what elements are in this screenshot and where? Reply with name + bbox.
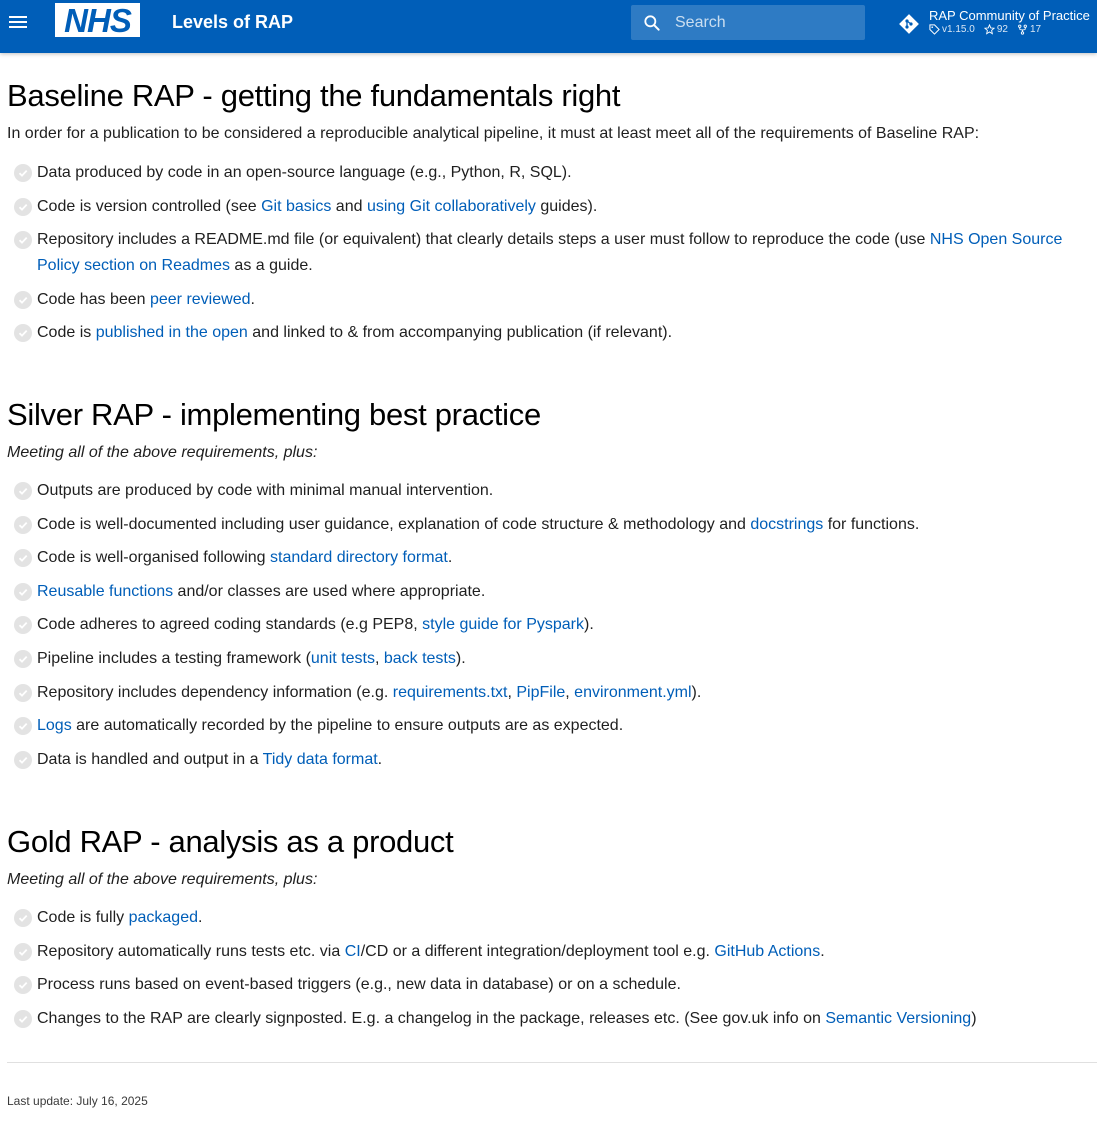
unit-tests-link[interactable]: unit tests (310, 649, 375, 667)
repo-stars (984, 24, 1008, 35)
check-icon (14, 516, 32, 534)
repo-link[interactable] (897, 8, 1095, 42)
git-icon (897, 12, 921, 36)
check-icon (14, 482, 32, 500)
check-icon (14, 583, 32, 601)
check-icon (14, 943, 32, 961)
baseline-list (7, 160, 1097, 346)
check-icon (14, 909, 32, 927)
packaged-link[interactable]: packaged (128, 909, 198, 926)
check-icon (14, 198, 32, 216)
baseline-section (7, 78, 1097, 354)
pipfile-link[interactable]: PipFile (516, 683, 566, 701)
footer-divider (7, 1062, 1097, 1063)
star-icon (984, 24, 995, 35)
list-item: Code is well-organised following standard directory format. (7, 545, 919, 571)
list-item: Code has been peer reviewed. (7, 287, 1097, 313)
git-basics-link[interactable]: Git basics (261, 197, 332, 215)
search-input[interactable] (675, 5, 860, 40)
check-icon (14, 751, 32, 769)
forks-count: 17 (1029, 24, 1042, 35)
list-item: Process runs based on event-based triggers (e.g., new data in database) or on a schedule. (7, 972, 977, 998)
list-item: Code adheres to agreed coding standards (e.g PEP8, style guide for Pyspark). (7, 612, 919, 638)
silver-subtitle: Meeting all of the above requirements, plus: (7, 444, 318, 461)
list-item: Reusable functions and/or classes are used where appropriate. (7, 579, 919, 605)
page-title: Levels of RAP (172, 12, 294, 32)
list-item: Logs are automatically recorded by the pipeline to ensure outputs are as expected. (7, 713, 919, 739)
tidy-data-link[interactable]: Tidy data format (262, 750, 378, 768)
pyspark-guide-link[interactable]: style guide for Pyspark (422, 616, 584, 634)
gold-section (7, 824, 977, 1039)
peer-reviewed-link[interactable]: peer reviewed (149, 290, 251, 308)
logs-link[interactable]: Logs (37, 717, 72, 735)
list-item: Data is handled and output in a Tidy data format. (7, 747, 919, 773)
using-git-link[interactable]: using Git collaboratively (366, 197, 536, 215)
github-actions-link[interactable]: GitHub Actions (714, 942, 821, 960)
nhs-logo[interactable] (55, 3, 140, 37)
check-icon (14, 549, 32, 567)
repo-name: RAP Community of Practice (929, 8, 1090, 23)
list-item: Outputs are produced by code with minimal manual intervention. (7, 478, 919, 504)
check-icon (14, 684, 32, 702)
reusable-functions-link[interactable]: Reusable functions (37, 582, 174, 600)
repo-forks (1017, 24, 1041, 35)
docstrings-link[interactable]: docstrings (750, 515, 824, 533)
check-icon (14, 231, 32, 249)
published-open-link[interactable]: published in the open (95, 324, 248, 342)
gold-subtitle: Meeting all of the above requirements, plus: (7, 871, 318, 888)
check-icon (14, 164, 32, 182)
semantic-versioning-link[interactable]: Semantic Versioning (825, 1009, 972, 1027)
check-icon (14, 976, 32, 994)
list-item: Repository includes dependency information (e.g. requirements.txt, PipFile, environment.yml). (7, 680, 919, 706)
gold-list (7, 905, 977, 1032)
nhs-logo-text: NHS (64, 1, 131, 39)
directory-format-link[interactable]: standard directory format (270, 549, 448, 567)
silver-list (7, 478, 919, 773)
environment-yml-link[interactable]: environment.yml (574, 683, 692, 701)
menu-icon[interactable] (7, 10, 31, 34)
version-text: v1.15.0 (942, 24, 975, 35)
baseline-intro: In order for a publication to be considered a reproducible analytical pipeline, it must at least meet all of the requirements of Baseline RAP: (7, 125, 980, 142)
stars-count: 92 (996, 24, 1008, 35)
list-item: Repository automatically runs tests etc. via CI/CD or a different integration/deployment tool e.g. GitHub Actions. (7, 939, 977, 965)
baseline-heading: Baseline RAP - getting the fundamentals right (7, 78, 621, 113)
back-tests-link[interactable]: back tests (383, 649, 456, 667)
search-icon (642, 13, 662, 33)
list-item: Pipeline includes a testing framework (unit tests, back tests). (7, 646, 919, 672)
gold-heading: Gold RAP - analysis as a product (7, 824, 454, 859)
check-icon (14, 1010, 32, 1028)
list-item: Code is version controlled (see Git basics and using Git collaboratively guides). (7, 194, 1097, 220)
requirements-txt-link[interactable]: requirements.txt (392, 683, 508, 701)
search-box[interactable] (631, 5, 865, 40)
tag-icon (929, 24, 940, 35)
readme-policy-link[interactable]: NHS Open Source Policy section on Readmes (37, 231, 1063, 275)
list-item: Repository includes a README.md file (or equivalent) that clearly details steps a user must follow to reproduce the code (use NHS Open Source Policy section on Readmes as a guide. (7, 227, 1097, 279)
check-icon (14, 650, 32, 668)
fork-icon (1017, 24, 1028, 35)
last-update: Last update: July 16, 2025 (7, 1094, 148, 1108)
check-icon (14, 717, 32, 735)
silver-section (7, 397, 919, 780)
check-icon (14, 291, 32, 309)
silver-heading: Silver RAP - implementing best practice (7, 397, 541, 432)
top-header (0, 0, 1097, 53)
repo-version (929, 24, 975, 35)
check-icon (14, 324, 32, 342)
ci-link[interactable]: CI (344, 942, 361, 960)
list-item: Data produced by code in an open-source language (e.g., Python, R, SQL). (7, 160, 1097, 186)
list-item: Code is published in the open and linked to & from accompanying publication (if relevant). (7, 320, 1097, 346)
check-icon (14, 616, 32, 634)
list-item: Code is fully packaged. (7, 905, 977, 931)
list-item: Changes to the RAP are clearly signposted. E.g. a changelog in the package, releases etc. (See gov.uk info on Semantic Versioning) (7, 1006, 977, 1032)
list-item: Code is well-documented including user guidance, explanation of code structure & methodology and docstrings for functions. (7, 512, 919, 538)
repo-facts (929, 24, 1041, 35)
